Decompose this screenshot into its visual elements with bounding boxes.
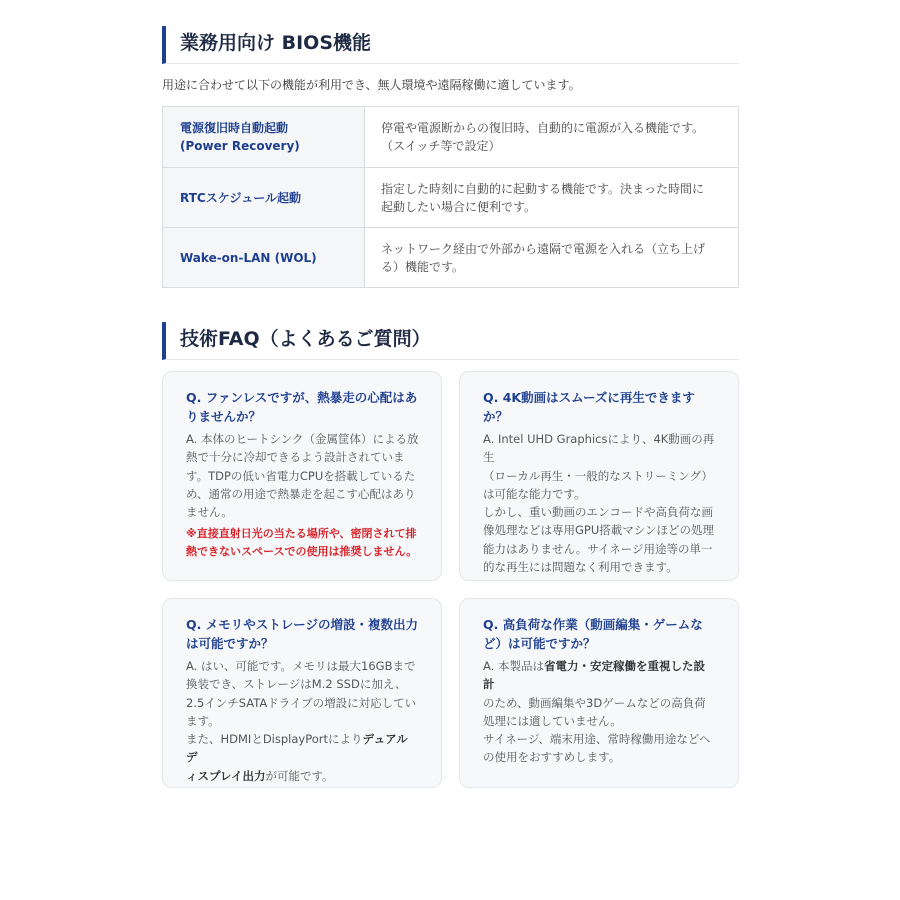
faq-answer-line: 的な再生には問題なく利用できます。 xyxy=(483,560,678,575)
faq-answer-line: しかし、重い動画のエンコードや高負荷な画 xyxy=(483,505,713,520)
faq-question-line: ど）は可能ですか？ xyxy=(483,636,596,651)
faq-answer-emphasis: ィスプレイ出力 xyxy=(186,768,266,783)
faq-question-line: は可能ですか？ xyxy=(186,636,274,651)
faq-answer xyxy=(483,430,716,576)
bios-feature-table xyxy=(162,106,739,288)
faq-answer-line: ます。 xyxy=(186,713,220,728)
faq-question xyxy=(483,615,716,653)
feature-label-line: (Power Recovery) xyxy=(180,139,300,153)
faq-answer-line: のため、動画編集や3Dゲームなどの高負荷 xyxy=(483,695,706,710)
faq-answer-line: A. 本体のヒートシンク（金属筐体）による放 xyxy=(186,432,419,446)
faq-answer-line xyxy=(186,767,419,785)
faq-answer-line xyxy=(186,730,419,767)
feature-label xyxy=(163,168,365,228)
faq-answer-line: す。TDPの低い省電力CPUを搭載しているた xyxy=(186,468,416,483)
faq-answer-line: 像処理などは専用GPU搭載マシンほどの処理 xyxy=(483,523,714,538)
feature-label-line: 電源復旧時自動起動 xyxy=(180,121,289,135)
faq-warning-line: 熱できないスペースでの使用は推奨しません。 xyxy=(186,545,418,559)
feature-desc-line: ネットワーク経由で外部から遠隔で電源を入れる（立ち上げ xyxy=(381,241,706,256)
faq-warning-note xyxy=(186,525,419,561)
faq-answer-line: ません。 xyxy=(186,505,233,520)
feature-label xyxy=(163,228,365,288)
feature-desc-line: （スイッチ等で設定） xyxy=(381,139,501,153)
faq-answer-text: また、HDMIとDisplayPortにより xyxy=(186,732,363,747)
faq-card xyxy=(459,371,739,581)
faq-answer-line: （ローカル再生・一般的なストリーミング） xyxy=(483,468,713,483)
faq-answer-line: 能力はありません。サイネージ用途等の単一 xyxy=(483,541,713,556)
faq-answer-line: 熱で十分に冷却できるよう設計されていま xyxy=(186,450,405,465)
feature-desc-line: る）機能です。 xyxy=(381,259,465,274)
faq-answer-text: が可能です。 xyxy=(265,768,334,783)
faq-question-line: Q. メモリやストレージの増設・複数出力 xyxy=(186,617,418,632)
table-row xyxy=(163,228,739,288)
faq-answer-line: 換装でき、ストレージはM.2 SSDに加え、 xyxy=(186,677,407,692)
table-row xyxy=(163,168,739,228)
faq-answer-line: A. Intel UHD Graphicsにより、4K動画の再生 xyxy=(483,432,715,465)
faq-card xyxy=(162,371,442,581)
faq-answer-line: 2.5インチSATAドライブの増設に対応してい xyxy=(186,695,417,710)
faq-question xyxy=(483,388,716,426)
faq-answer xyxy=(186,657,419,785)
faq-card xyxy=(459,598,739,788)
faq-answer-line: A. はい、可能です。メモリは最大16GBまで xyxy=(186,659,416,673)
faq-question xyxy=(186,615,419,653)
bios-intro-text: 用途に合わせて以下の機能が利用でき、無人環境や遠隔稼働に適しています。 xyxy=(162,78,581,92)
feature-description xyxy=(365,107,739,168)
faq-question xyxy=(186,388,419,426)
faq-answer xyxy=(483,657,716,767)
faq-answer-line: の使用をおすすめします。 xyxy=(483,750,621,765)
faq-answer-emphasis: 省電力・安定稼働を重視した設計 xyxy=(483,659,705,692)
faq-question-line: Q. ファンレスですが、熱暴走の心配はあ xyxy=(186,390,418,405)
faq-answer-line: は可能な能力です。 xyxy=(483,486,586,501)
faq-warning-line: ※直接直射日光の当たる場所や、密閉されて排 xyxy=(186,527,417,541)
faq-question-line: りませんか？ xyxy=(186,409,262,424)
faq-answer-line xyxy=(483,657,716,694)
faq-answer-emphasis: デュアルデ xyxy=(186,732,408,765)
faq-answer-line: め、通常の用途で熱暴走を起こす心配はあり xyxy=(186,486,416,501)
faq-answer-text: A. 本製品は xyxy=(483,659,544,673)
feature-label xyxy=(163,107,365,168)
faq-section-title: 技術FAQ（よくあるご質問） xyxy=(162,322,739,360)
feature-description xyxy=(365,168,739,228)
faq-answer-line: サイネージ、端末用途、常時稼働用途などへ xyxy=(483,732,711,747)
feature-label-line: RTCスケジュール起動 xyxy=(180,190,301,205)
feature-label-line: Wake-on-LAN (WOL) xyxy=(180,250,317,265)
faq-card xyxy=(162,598,442,788)
feature-desc-line: 起動したい場合に便利です。 xyxy=(381,199,537,214)
faq-answer xyxy=(186,430,419,521)
table-row xyxy=(163,107,739,168)
feature-desc-line: 停電や電源断からの復旧時、自動的に電源が入る機能です。 xyxy=(381,121,705,135)
bios-section-title: 業務用向け BIOS機能 xyxy=(162,26,739,64)
faq-question-line: Q. 高負荷な作業（動画編集・ゲームな xyxy=(483,617,703,632)
faq-question-line: Q. 4K動画はスムーズに再生できますか？ xyxy=(483,390,695,424)
faq-answer-line: 処理には適していません。 xyxy=(483,713,622,728)
feature-desc-line: 指定した時刻に自動的に起動する機能です。決まった時間に xyxy=(381,181,705,196)
feature-description xyxy=(365,228,739,288)
